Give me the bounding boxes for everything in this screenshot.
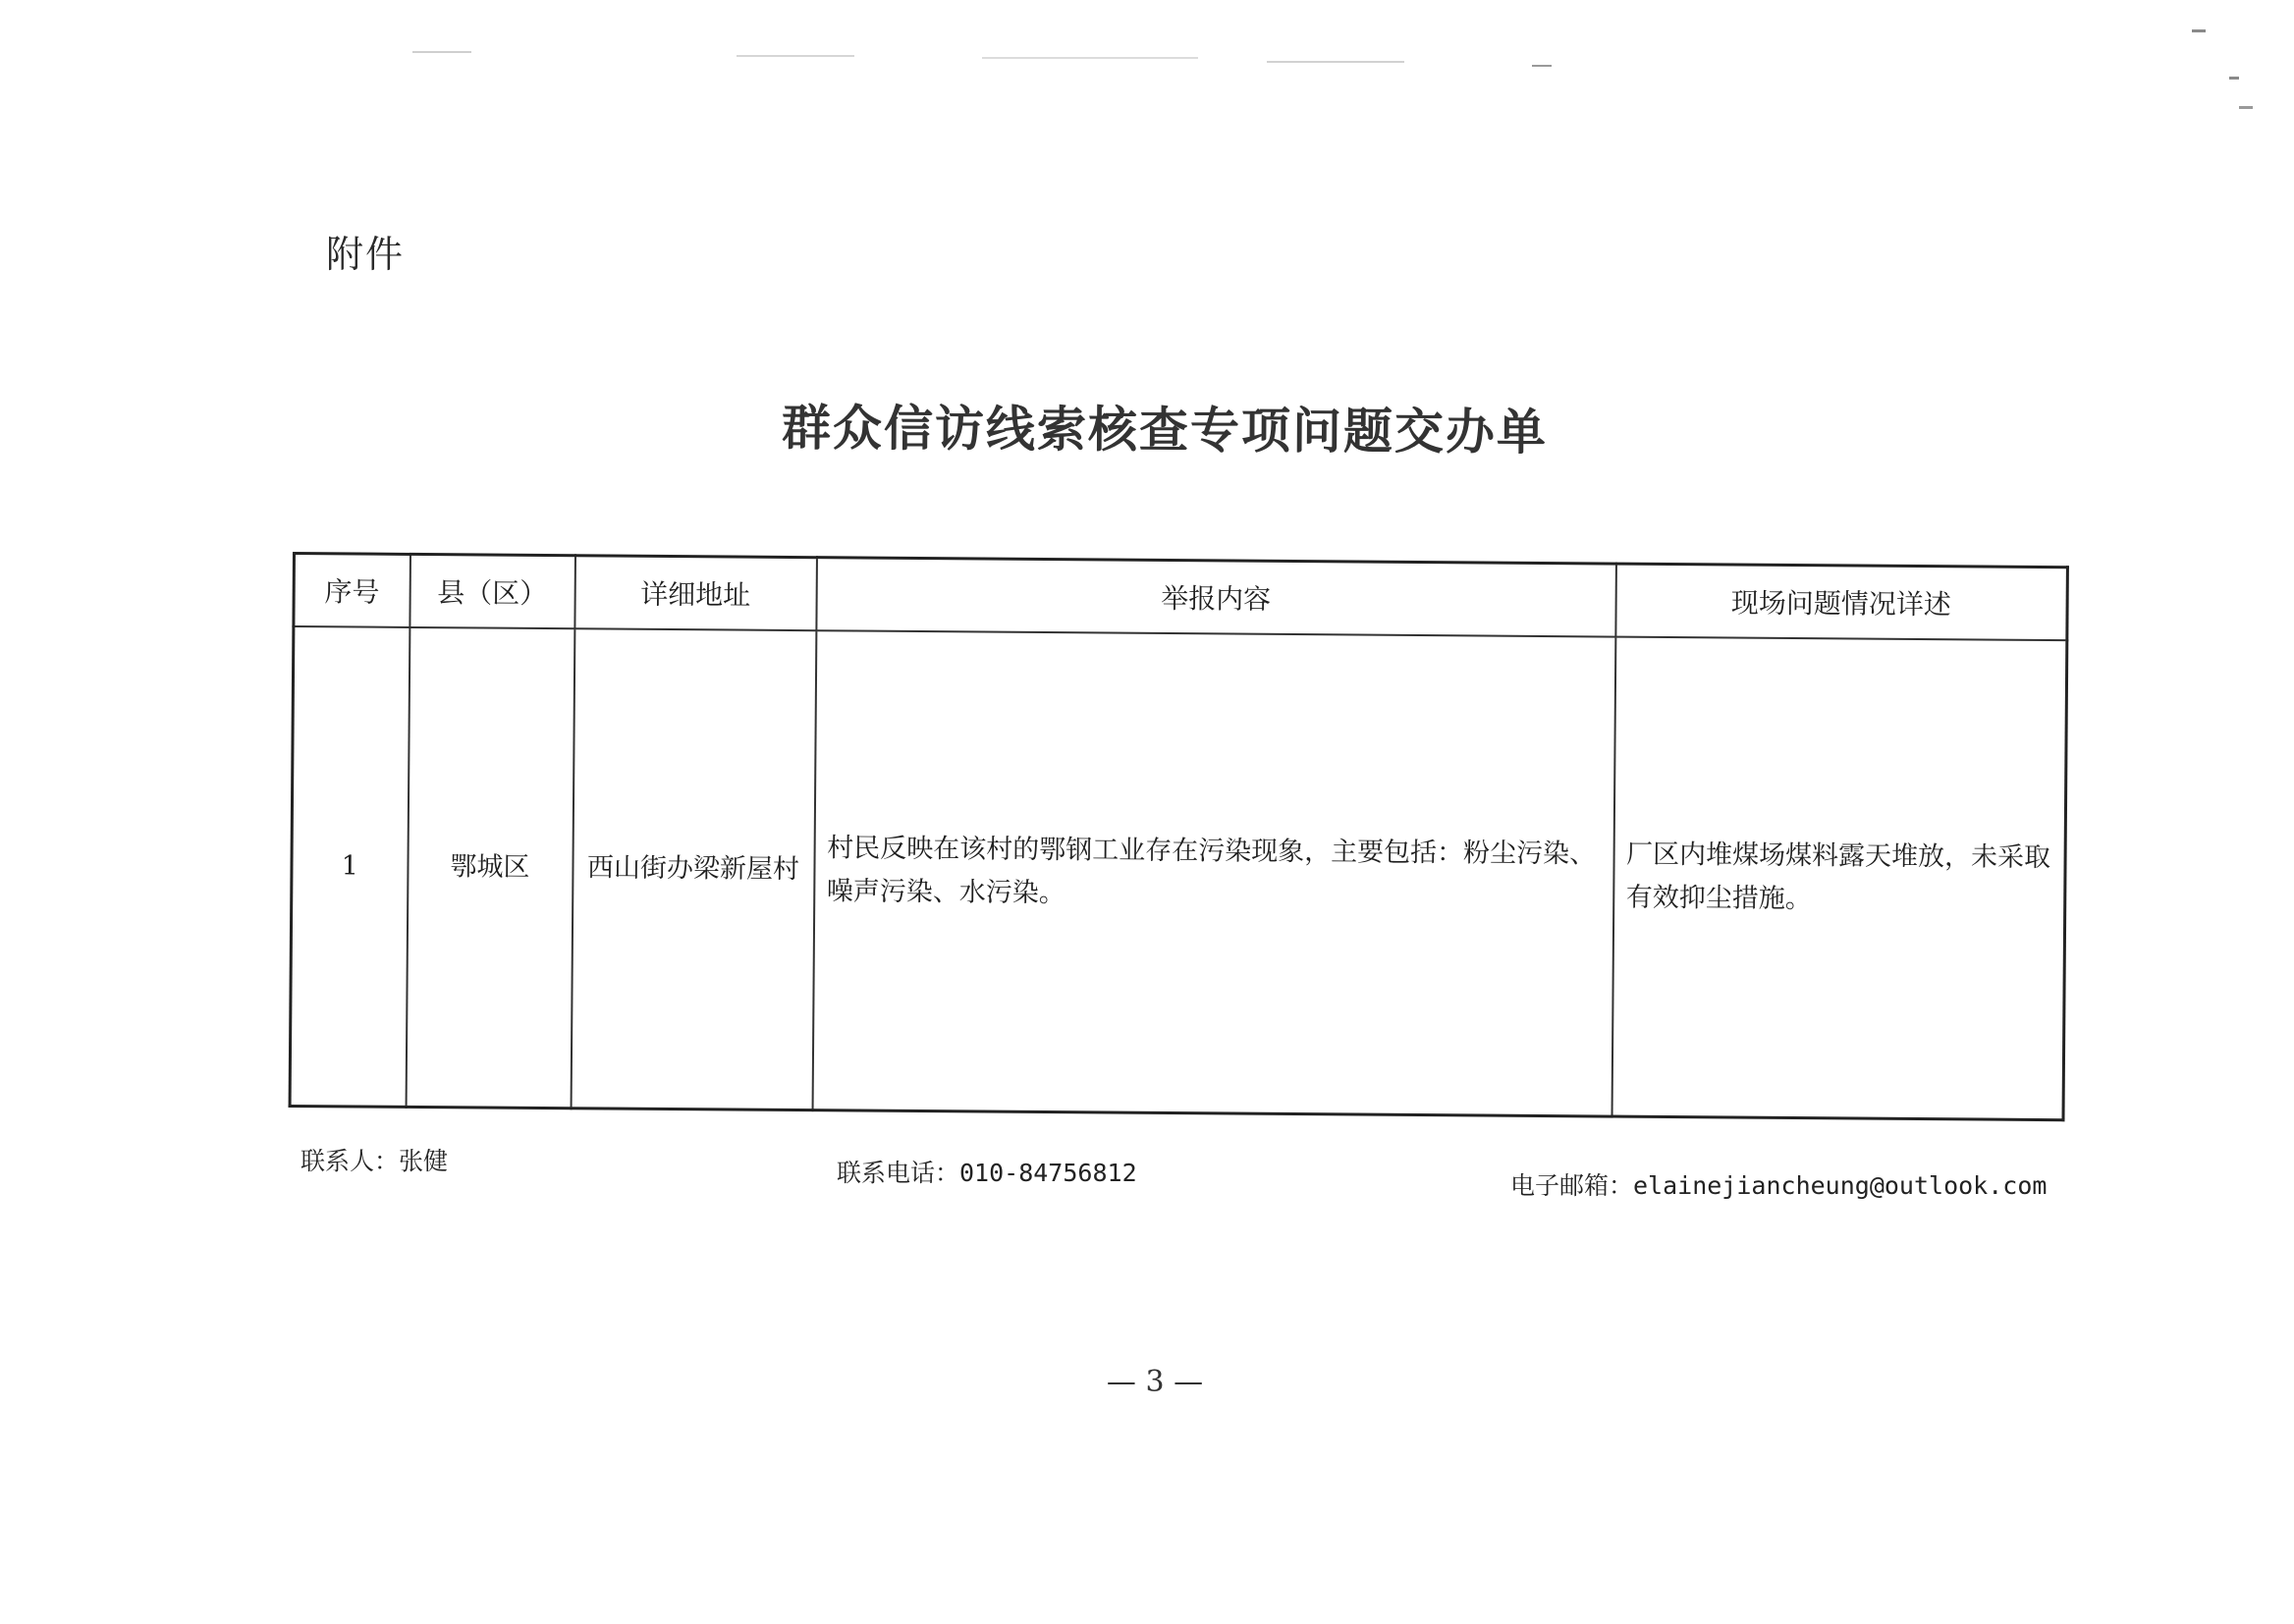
issue-table-wrapper	[289, 552, 2066, 1121]
document-title: 群众信访线索核查专项问题交办单	[781, 398, 1549, 461]
scan-artifact	[1532, 65, 1552, 67]
cell-details: 厂区内堆煤场煤料露天堆放，未采取有效抑尘措施。	[1611, 637, 2067, 1120]
scan-artifact	[737, 55, 854, 57]
header-index: 序号	[294, 554, 410, 627]
scan-artifact	[2192, 29, 2206, 32]
cell-address: 西山街办梁新屋村	[571, 628, 816, 1110]
table-row	[290, 626, 2067, 1120]
header-address: 详细地址	[574, 556, 817, 630]
scan-artifact	[2239, 106, 2253, 109]
scan-artifact	[2229, 77, 2239, 80]
contact-email: 电子邮箱：elainejiancheung@outlook.com	[1510, 1171, 2048, 1200]
table-header-row	[294, 554, 2068, 641]
scan-artifact	[412, 51, 471, 53]
cell-index: 1	[290, 626, 410, 1107]
cell-district: 鄂城区	[406, 627, 574, 1109]
header-details: 现场问题情况详述	[1615, 564, 2068, 640]
header-report: 举报内容	[816, 558, 1616, 637]
attachment-label: 附件	[326, 233, 406, 276]
cell-report: 村民反映在该村的鄂钢工业存在污染现象，主要包括：粉尘污染、噪声污染、水污染。	[812, 630, 1615, 1116]
contact-phone: 联系电话：010-84756812	[837, 1159, 1137, 1187]
issue-table	[289, 552, 2069, 1121]
header-district: 县（区）	[410, 554, 575, 628]
scan-artifact	[1267, 61, 1404, 63]
page-number: — 3 —	[1106, 1365, 1204, 1399]
contact-person: 联系人：张健	[300, 1147, 449, 1175]
scan-artifact	[982, 57, 1198, 59]
